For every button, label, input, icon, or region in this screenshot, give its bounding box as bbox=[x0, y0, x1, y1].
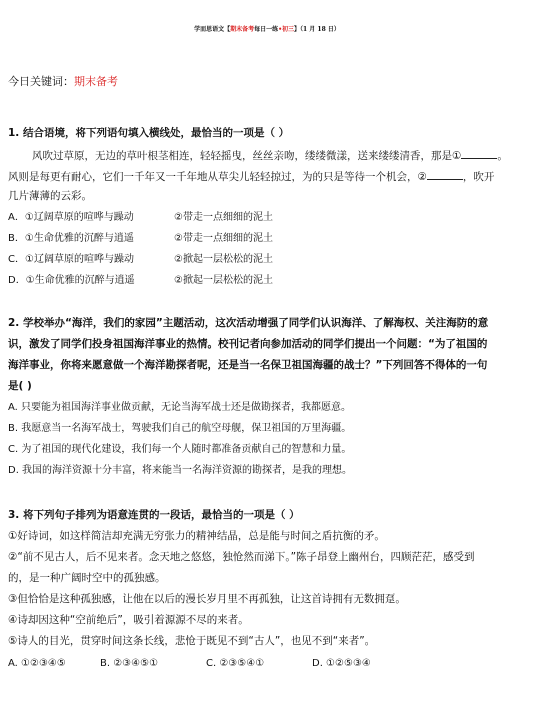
title-dot: • bbox=[278, 26, 283, 33]
q3-sentence-3: ③但恰恰是这种孤独感，让他在以后的漫长岁月里不再孤独，让这首诗拥有无数拥趸。 bbox=[8, 593, 406, 605]
q1-option-a: A．①辽阔草原的喧哗与躁动 ②带走一点细细的泥土 bbox=[8, 212, 273, 223]
q1-stem: 1. 结合语境，将下列语句填入横线处，最恰当的一项是（ ） bbox=[8, 127, 290, 139]
q3-stem: 3. 将下列句子排列为语意连贯的一段话，最恰当的一项是（ ） bbox=[8, 509, 300, 521]
page-title bbox=[0, 24, 534, 33]
title-prefix: 学而思语文【 bbox=[194, 26, 231, 33]
q2-option-d: D. 我国的海洋资源十分丰富，将来能当一名海洋资源的勘探者，是我的理想。 bbox=[8, 465, 353, 476]
q1-option-b: B．①生命优雅的沉醉与逍遥 ②带走一点细细的泥土 bbox=[8, 233, 273, 244]
q1-option-c: C．①辽阔草原的喧哗与躁动 ②掀起一层松松的泥土 bbox=[8, 254, 273, 265]
keyword-line bbox=[8, 73, 118, 89]
title-red: 期末备考 bbox=[230, 26, 255, 33]
q1-passage-line-2: 风则是每更有耐心，它们一千年又一千年地从草尖儿轻轻掠过，为的只是等待一个机会，② ，吹开 bbox=[8, 168, 494, 184]
q3-sentence-4: ④诗却因这种“空前绝后”，吸引着源源不尽的来者。 bbox=[8, 614, 249, 626]
q2-option-a: A. 只要能为祖国海洋事业做贡献，无论当海军战士还是做勘探者，我都愿意。 bbox=[8, 402, 352, 413]
q3-sentence-2b: 的，是一种广阔时空中的孤独感。 bbox=[8, 572, 166, 584]
q1-blank-1 bbox=[461, 147, 497, 159]
q1-option-d: D．①生命优雅的沉醉与逍遥 ②掀起一层松松的泥土 bbox=[8, 275, 273, 286]
q2-stem-line-2: 识，激发了同学们投身祖国海洋事业的热情。校刊记者向参加活动的同学们提出一个问题：“为了祖国的 bbox=[8, 338, 488, 350]
keyword-value: 期末备考 bbox=[74, 75, 118, 88]
q2-stem-line-4: 是( ) bbox=[8, 380, 32, 392]
title-grade: 初三 bbox=[282, 26, 295, 33]
q3-option-a: A. ①②③④⑤ bbox=[8, 658, 66, 669]
title-mid: 每日一练 bbox=[254, 26, 279, 33]
q3-sentence-2a: ②“前不见古人，后不见来者。念天地之悠悠，独怆然而涕下。”陈子昂登上幽州台，四顾茫茫，感受到 bbox=[8, 551, 475, 563]
q1-blank-2 bbox=[427, 168, 463, 180]
q2-stem-line-1: 2. 学校举办“海洋，我们的家园”主题活动，这次活动增强了同学们认识海洋、了解海权、关注海防的意 bbox=[8, 317, 489, 329]
q3-option-c: C. ②③⑤④① bbox=[206, 658, 265, 669]
q3-sentence-1: ①好诗词，如这样简洁却充满无穷张力的精神结晶，总是能与时间之盾抗衡的矛。 bbox=[8, 530, 385, 542]
q2-option-c: C. 为了祖国的现代化建设，我们每一个人随时都准备贡献自己的智慧和力量。 bbox=[8, 444, 352, 455]
q2-option-b: B. 我愿意当一名海军战士，驾驶我们自己的航空母舰，保卫祖国的万里海疆。 bbox=[8, 423, 352, 434]
q3-option-b: B. ②③④⑤① bbox=[100, 658, 159, 669]
q3-option-d: D. ①②⑤③④ bbox=[312, 658, 371, 669]
q1-passage-line-3: 几片薄薄的云彩。 bbox=[8, 190, 92, 202]
q2-stem-line-3: 海洋事业，你将来愿意做一个海洋勘探者呢，还是当一名保卫祖国海疆的战士？”下列回答不得体的一句 bbox=[8, 359, 488, 371]
q3-options bbox=[8, 657, 371, 671]
q1-passage-line-1: 风吹过草原，无边的草叶根茎相连，轻轻摇曳，丝丝亲吻，缕缕微漾，送来缕缕清香，那是① 。 bbox=[32, 147, 508, 163]
q3-sentence-5: ⑤诗人的目光，贯穿时间这条长线，悲怆于既见不到“古人”，也见不到“来者”。 bbox=[8, 635, 376, 647]
title-suffix: 】（1 月 18 日） bbox=[294, 26, 340, 33]
keyword-label: 今日关键词： bbox=[8, 75, 74, 88]
